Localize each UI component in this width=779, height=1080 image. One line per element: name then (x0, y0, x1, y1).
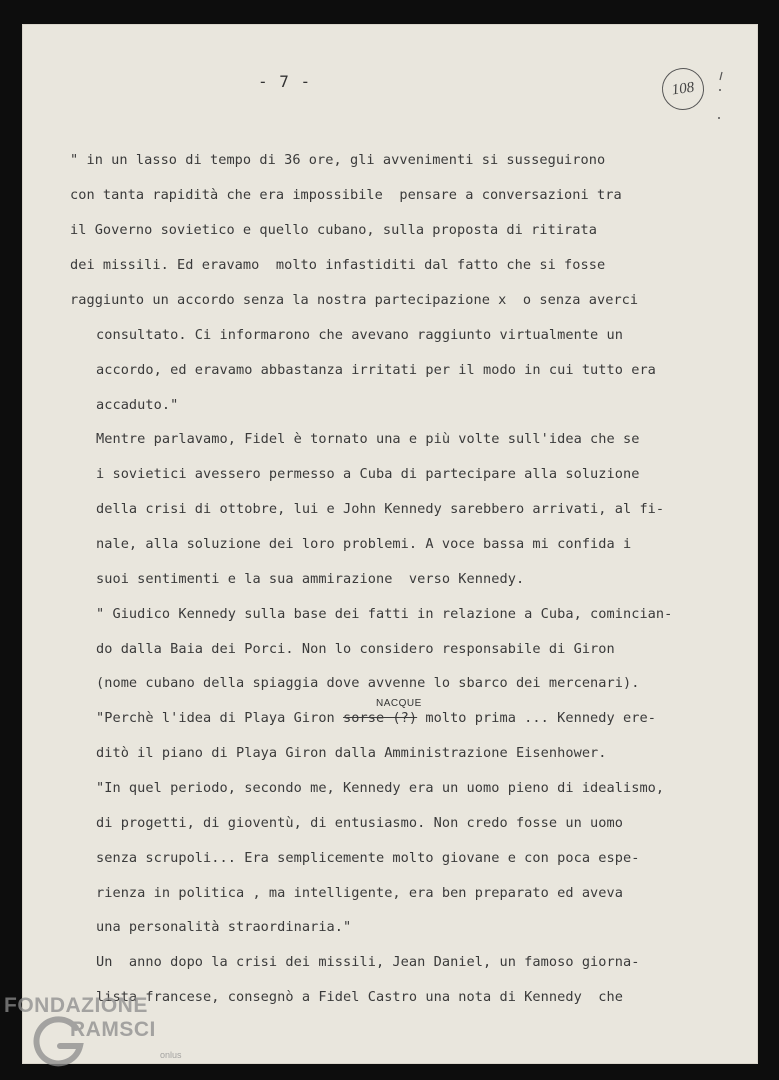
text-line: il Governo sovietico e quello cubano, sulla proposta di ritirata (70, 222, 597, 238)
fondazione-gramsci-watermark (0, 988, 200, 1080)
typed-text-body (22, 24, 758, 1064)
watermark-line3: onlus (160, 1050, 182, 1060)
watermark-line2: RAMSCI (70, 1018, 156, 1041)
text-line: " in un lasso di tempo di 36 ore, gli avvenimenti si susseguirono (70, 152, 606, 168)
text-line: accaduto." (96, 397, 179, 413)
text-line: della crisi di ottobre, lui e John Kennedy sarebbero arrivati, al fi- (96, 501, 665, 517)
text-line: do dalla Baia dei Porci. Non lo considero responsabile di Giron (96, 641, 615, 657)
text-segment: molto prima ... Kennedy ere- (417, 710, 656, 726)
text-line: rienza in politica , ma intelligente, era ben preparato ed aveva (96, 885, 623, 901)
text-line: senza scrupoli... Era semplicemente molto giovane e con poca espe- (96, 850, 640, 866)
struck-text: sorse (?) (343, 710, 418, 726)
text-line: i sovietici avessero permesso a Cuba di partecipare alla soluzione (96, 466, 640, 482)
text-line: "In quel periodo, secondo me, Kennedy era un uomo pieno di idealismo, (96, 780, 665, 796)
watermark-line1: FONDAZIONE (4, 994, 148, 1017)
page-number: - 7 - (258, 72, 312, 91)
text-line: (nome cubano della spiaggia dove avvenne lo sbarco dei mercenari). (96, 675, 640, 691)
text-line: una personalità straordinaria." (96, 919, 352, 935)
text-segment: "Perchè l'idea di Playa Giron (96, 710, 344, 726)
text-line: lista francese, consegnò a Fidel Castro una nota di Kennedy che (96, 989, 623, 1005)
text-line: nale, alla soluzione dei loro problemi. A voce bassa mi confida i (96, 536, 632, 552)
text-line: con tanta rapidità che era impossibile pensare a conversazioni tra (70, 187, 622, 203)
text-line: suoi sentimenti e la sua ammirazione verso Kennedy. (96, 571, 525, 587)
text-line: raggiunto un accordo senza la nostra partecipazione x o senza averci (70, 292, 639, 308)
archive-number: 108 (670, 79, 696, 98)
text-line: consultato. Ci informarono che avevano raggiunto virtualmente un (96, 327, 623, 343)
text-line: accordo, ed eravamo abbastanza irritati per il modo in cui tutto era (96, 362, 656, 378)
handwritten-correction: NACQUE (376, 698, 422, 709)
text-line-with-correction (96, 710, 656, 726)
text-line: Un anno dopo la crisi dei missili, Jean Daniel, un famoso giorna- (96, 954, 640, 970)
document-page (22, 24, 758, 1064)
text-line: dei missili. Ed eravamo molto infastiditi dal fatto che si fosse (70, 257, 606, 273)
text-line: Mentre parlavamo, Fidel è tornato una e più volte sull'idea che se (96, 431, 640, 447)
text-line: ditò il piano di Playa Giron dalla Amministrazione Eisenhower. (96, 745, 607, 761)
text-line: " Giudico Kennedy sulla base dei fatti in relazione a Cuba, comincian- (96, 606, 673, 622)
text-line: di progetti, di gioventù, di entusiasmo. Non credo fosse un uomo (96, 815, 623, 831)
